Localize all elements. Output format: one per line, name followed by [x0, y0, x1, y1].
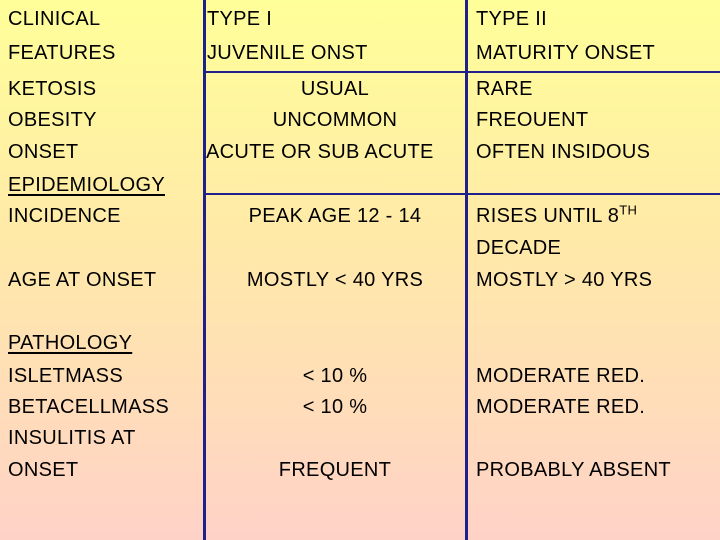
isletmass-type2: MODERATE RED.	[476, 365, 646, 387]
isletmass-type1: < 10 %	[302, 365, 368, 387]
col2-header-line2: JUVENILE ONST	[207, 42, 368, 64]
section-divider	[203, 193, 720, 195]
incidence-type2-superscript: TH	[619, 202, 638, 218]
incidence-label: INCIDENCE	[8, 205, 121, 227]
row-ketosis-type2: RARE	[476, 78, 533, 100]
row-obesity-label: OBESITY	[8, 109, 97, 131]
row-onset-label: ONSET	[8, 141, 79, 163]
incidence-type2-line2: DECADE	[476, 237, 562, 259]
row-obesity-type2: FREOUENT	[476, 109, 589, 131]
header-divider	[203, 71, 720, 73]
insulitis-type1: FREQUENT	[278, 459, 392, 481]
col2-header-line1: TYPE I	[207, 8, 273, 30]
row-ketosis-type1: USUAL	[300, 78, 370, 100]
col1-header-line2: FEATURES	[8, 42, 116, 64]
betacellmass-type2: MODERATE RED.	[476, 396, 646, 418]
row-onset-type2: OFTEN INSIDOUS	[476, 141, 651, 163]
incidence-type1: PEAK AGE 12 - 14	[248, 205, 422, 227]
age-onset-type1: MOSTLY < 40 YRS	[246, 269, 424, 291]
row-obesity-type1: UNCOMMON	[272, 109, 398, 131]
incidence-type2	[476, 204, 637, 228]
betacellmass-label: BETACELLMASS	[8, 396, 170, 418]
betacellmass-type1: < 10 %	[302, 396, 368, 418]
epidemiology-heading: EPIDEMIOLOGY	[8, 174, 165, 196]
isletmass-label: ISLETMASS	[8, 365, 123, 387]
col3-header-line2: MATURITY ONSET	[476, 42, 656, 64]
col3-header-line1: TYPE II	[476, 8, 548, 30]
incidence-type2-text: RISES UNTIL 8	[476, 205, 620, 227]
age-onset-label: AGE AT ONSET	[8, 269, 157, 291]
insulitis-label-line2: ONSET	[8, 459, 79, 481]
row-onset-type1: ACUTE OR SUB ACUTE	[206, 141, 434, 163]
insulitis-type2: PROBABLY ABSENT	[476, 459, 671, 481]
age-onset-type2: MOSTLY > 40 YRS	[476, 269, 653, 291]
col1-header-line1: CLINICAL	[8, 8, 101, 30]
column-divider-2	[465, 0, 468, 540]
insulitis-label-line1: INSULITIS AT	[8, 427, 136, 449]
pathology-heading: PATHOLOGY	[8, 332, 133, 354]
row-ketosis-label: KETOSIS	[8, 78, 97, 100]
